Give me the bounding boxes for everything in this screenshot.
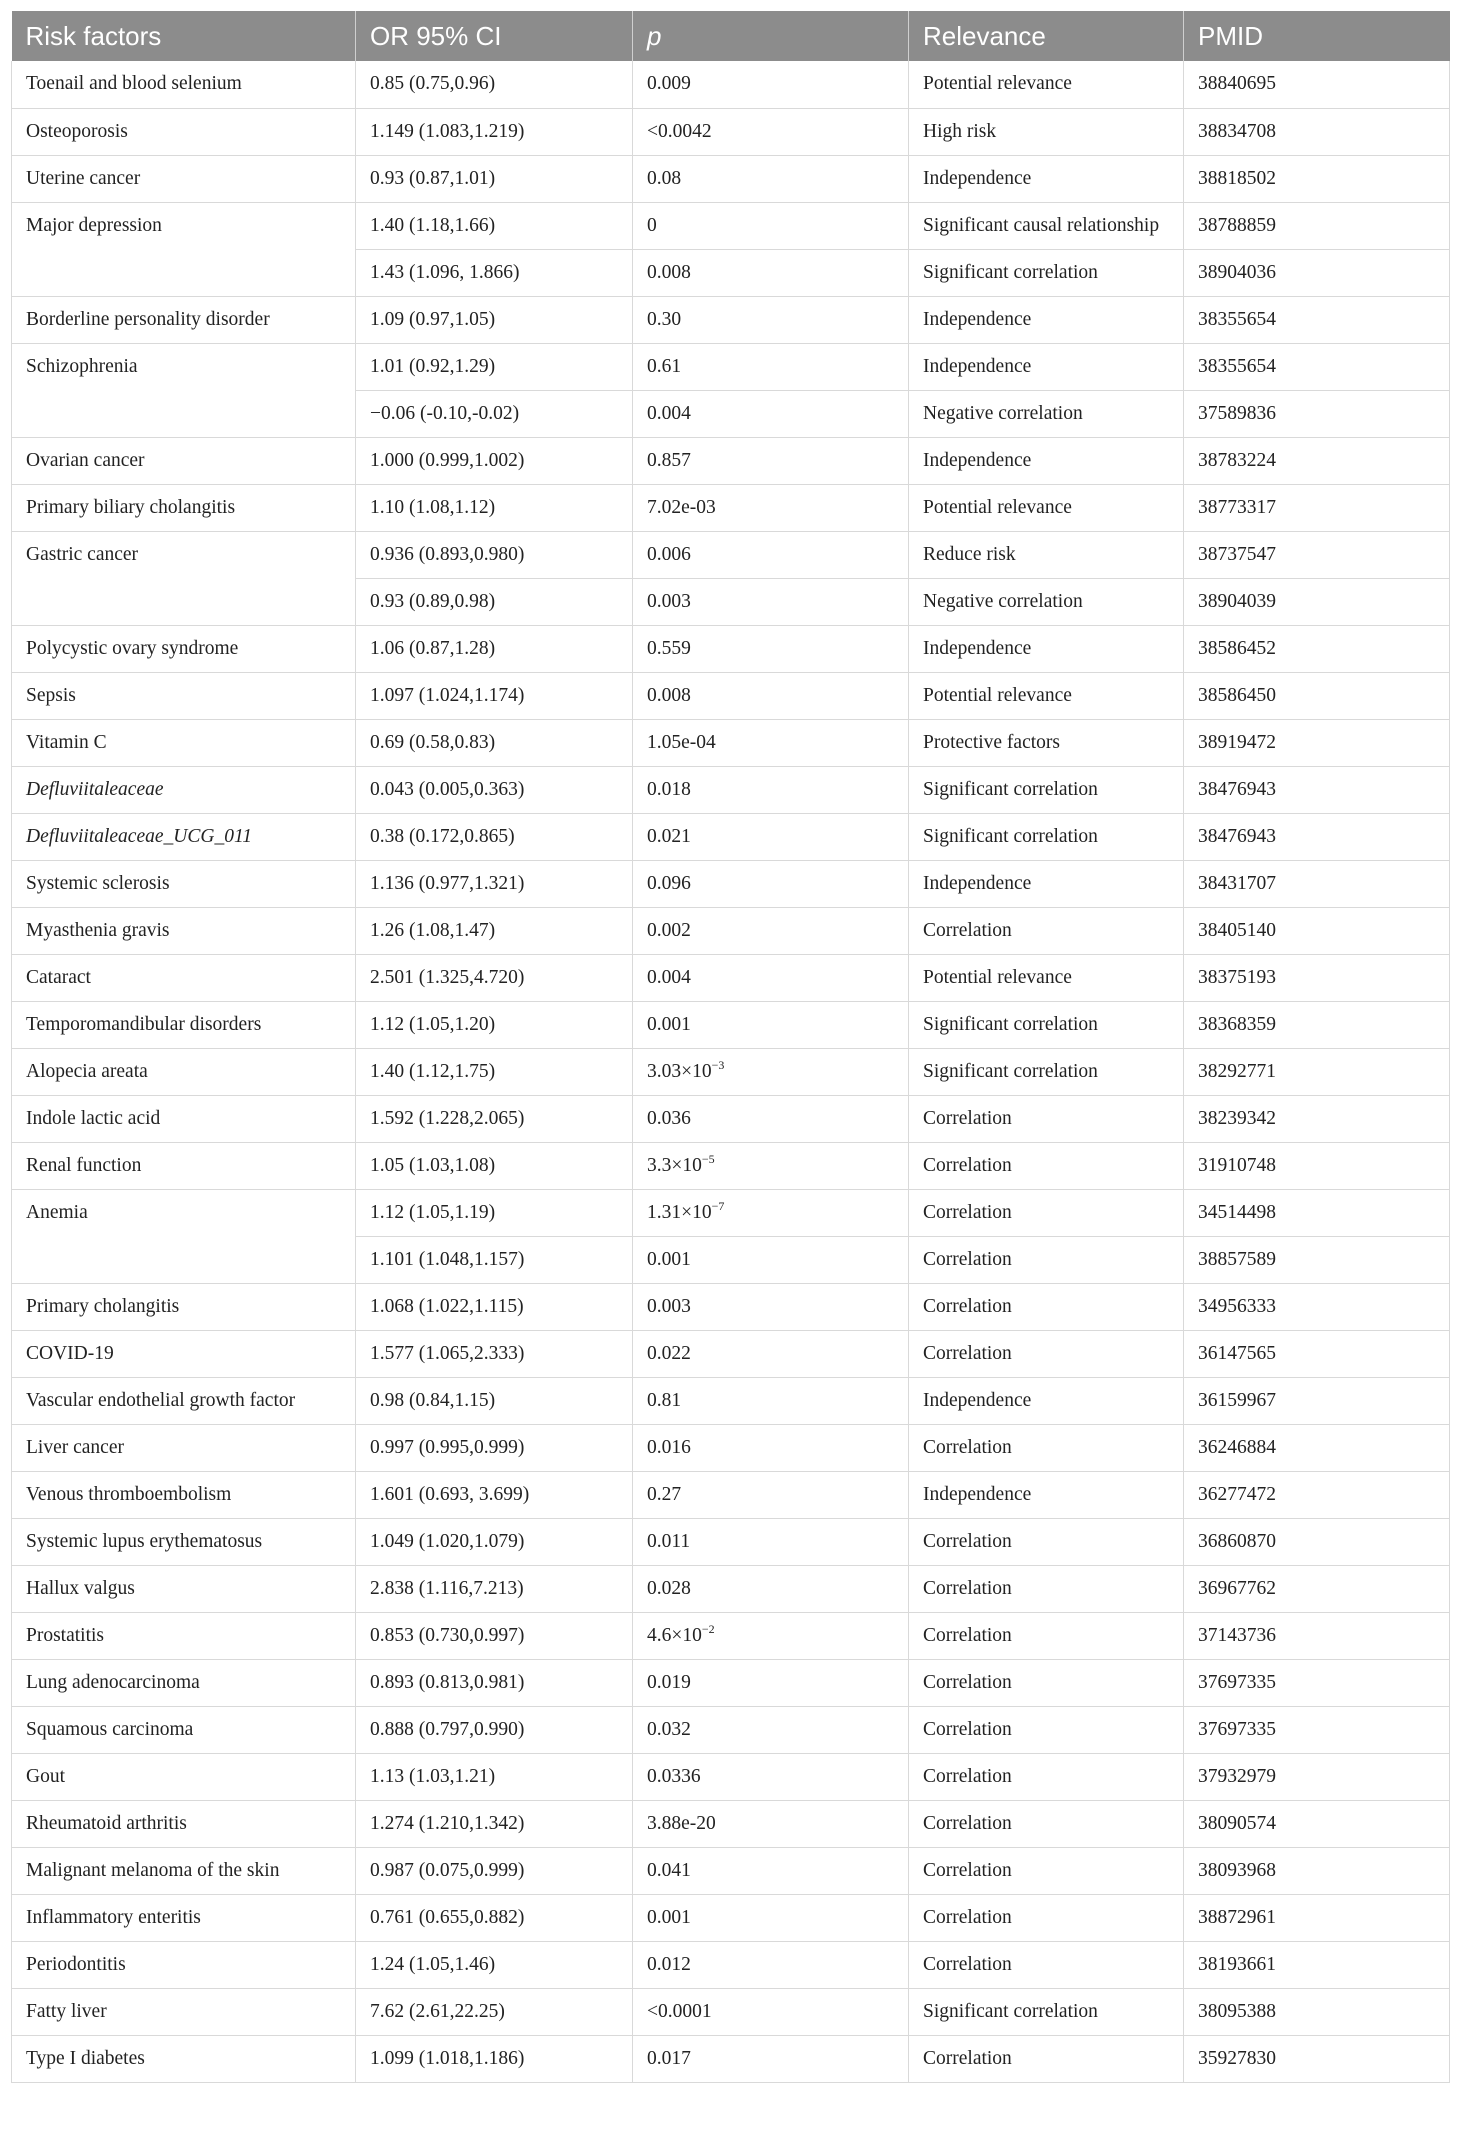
cell-pmid: 36246884: [1184, 1424, 1450, 1471]
cell-relevance: Potential relevance: [909, 672, 1184, 719]
cell-or-ci: 0.85 (0.75,0.96): [356, 61, 633, 108]
table-row: [12, 1095, 1450, 1142]
cell-or-ci: 1.13 (1.03,1.21): [356, 1753, 633, 1800]
table-row: [12, 155, 1450, 202]
table-row: [12, 766, 1450, 813]
cell-or-ci: 1.24 (1.05,1.46): [356, 1941, 633, 1988]
p-value-exponent: −2: [701, 1621, 715, 1636]
cell-or-ci: 0.997 (0.995,0.999): [356, 1424, 633, 1471]
cell-risk-factor: Lung adenocarcinoma: [12, 1659, 356, 1706]
cell-risk-factor: [12, 578, 356, 625]
cell-p-value: [633, 1189, 909, 1236]
cell-pmid: 38476943: [1184, 813, 1450, 860]
cell-or-ci: 0.69 (0.58,0.83): [356, 719, 633, 766]
cell-relevance: Significant correlation: [909, 766, 1184, 813]
cell-pmid: 38093968: [1184, 1847, 1450, 1894]
cell-relevance: Significant correlation: [909, 1048, 1184, 1095]
cell-relevance: Correlation: [909, 1612, 1184, 1659]
table-row: [12, 484, 1450, 531]
cell-p-value: 0.012: [633, 1941, 909, 1988]
cell-or-ci: 1.149 (1.083,1.219): [356, 108, 633, 155]
table-row: [12, 1706, 1450, 1753]
table-row: [12, 390, 1450, 437]
cell-relevance: Correlation: [909, 1800, 1184, 1847]
cell-or-ci: 1.000 (0.999,1.002): [356, 437, 633, 484]
cell-p-value: 0.81: [633, 1377, 909, 1424]
cell-relevance: Independence: [909, 1377, 1184, 1424]
cell-p-value: [633, 1142, 909, 1189]
cell-p-value: 0.001: [633, 1001, 909, 1048]
table-row: [12, 954, 1450, 1001]
p-value-exponent: −7: [711, 1198, 725, 1213]
cell-pmid: 38095388: [1184, 1988, 1450, 2035]
cell-pmid: 38431707: [1184, 860, 1450, 907]
cell-relevance: Correlation: [909, 1236, 1184, 1283]
table-body: [12, 61, 1450, 2082]
cell-risk-factor: Ovarian cancer: [12, 437, 356, 484]
cell-p-value: 0.022: [633, 1330, 909, 1377]
cell-or-ci: 1.40 (1.12,1.75): [356, 1048, 633, 1095]
cell-relevance: Potential relevance: [909, 954, 1184, 1001]
p-value-base: 3.3×10: [647, 1154, 702, 1176]
cell-relevance: Significant correlation: [909, 249, 1184, 296]
cell-or-ci: 0.38 (0.172,0.865): [356, 813, 633, 860]
cell-or-ci: 0.761 (0.655,0.882): [356, 1894, 633, 1941]
cell-risk-factor: Major depression: [12, 202, 356, 249]
cell-pmid: 38355654: [1184, 296, 1450, 343]
cell-pmid: 38476943: [1184, 766, 1450, 813]
header-risk-factors: Risk factors: [12, 11, 356, 61]
cell-or-ci: 1.274 (1.210,1.342): [356, 1800, 633, 1847]
risk-factors-table: [11, 11, 1450, 2083]
p-value-base: 3.03×10: [647, 1060, 712, 1082]
cell-pmid: 37697335: [1184, 1659, 1450, 1706]
cell-risk-factor: Borderline personality disorder: [12, 296, 356, 343]
p-value-base: 1.31×10: [647, 1201, 712, 1223]
cell-pmid: 38239342: [1184, 1095, 1450, 1142]
table-row: [12, 719, 1450, 766]
cell-p-value: 0.003: [633, 1283, 909, 1330]
cell-risk-factor: Osteoporosis: [12, 108, 356, 155]
table-row: [12, 1988, 1450, 2035]
cell-risk-factor: Periodontitis: [12, 1941, 356, 1988]
cell-risk-factor: [12, 390, 356, 437]
cell-or-ci: 1.40 (1.18,1.66): [356, 202, 633, 249]
cell-risk-factor: Uterine cancer: [12, 155, 356, 202]
p-value-base: 4.6×10: [647, 1624, 702, 1646]
cell-pmid: 34956333: [1184, 1283, 1450, 1330]
cell-relevance: Correlation: [909, 1142, 1184, 1189]
cell-or-ci: 1.136 (0.977,1.321): [356, 860, 633, 907]
cell-relevance: Correlation: [909, 1847, 1184, 1894]
cell-pmid: 38904039: [1184, 578, 1450, 625]
cell-risk-factor: Systemic lupus erythematosus: [12, 1518, 356, 1565]
table-row: [12, 1612, 1450, 1659]
cell-or-ci: 0.853 (0.730,0.997): [356, 1612, 633, 1659]
cell-risk-factor: COVID-19: [12, 1330, 356, 1377]
cell-pmid: 38857589: [1184, 1236, 1450, 1283]
cell-risk-factor: Temporomandibular disorders: [12, 1001, 356, 1048]
table-row: [12, 296, 1450, 343]
cell-risk-factor: Hallux valgus: [12, 1565, 356, 1612]
table-row: [12, 860, 1450, 907]
cell-risk-factor: Prostatitis: [12, 1612, 356, 1659]
table-row: [12, 907, 1450, 954]
cell-p-value: 0.004: [633, 390, 909, 437]
cell-p-value: 0.008: [633, 249, 909, 296]
table-row: [12, 1941, 1450, 1988]
cell-relevance: Significant correlation: [909, 813, 1184, 860]
cell-relevance: High risk: [909, 108, 1184, 155]
cell-p-value: 0.002: [633, 907, 909, 954]
table-row: [12, 1847, 1450, 1894]
cell-risk-factor: Cataract: [12, 954, 356, 1001]
cell-pmid: 36860870: [1184, 1518, 1450, 1565]
cell-or-ci: 1.01 (0.92,1.29): [356, 343, 633, 390]
cell-p-value: 0.857: [633, 437, 909, 484]
cell-pmid: 38737547: [1184, 531, 1450, 578]
cell-pmid: 37589836: [1184, 390, 1450, 437]
cell-risk-factor: Type I diabetes: [12, 2035, 356, 2082]
cell-risk-factor: Indole lactic acid: [12, 1095, 356, 1142]
cell-relevance: Correlation: [909, 1706, 1184, 1753]
cell-or-ci: 1.05 (1.03,1.08): [356, 1142, 633, 1189]
cell-risk-factor: Inflammatory enteritis: [12, 1894, 356, 1941]
cell-or-ci: 2.501 (1.325,4.720): [356, 954, 633, 1001]
cell-p-value: 0.017: [633, 2035, 909, 2082]
cell-risk-factor: Toenail and blood selenium: [12, 61, 356, 108]
table-row: [12, 1236, 1450, 1283]
cell-pmid: 37932979: [1184, 1753, 1450, 1800]
cell-relevance: Independence: [909, 343, 1184, 390]
cell-risk-factor: Myasthenia gravis: [12, 907, 356, 954]
cell-p-value: 0.008: [633, 672, 909, 719]
cell-p-value: 0.08: [633, 155, 909, 202]
cell-pmid: 38783224: [1184, 437, 1450, 484]
cell-p-value: [633, 1048, 909, 1095]
cell-risk-factor: Polycystic ovary syndrome: [12, 625, 356, 672]
table-row: [12, 1142, 1450, 1189]
cell-relevance: Significant correlation: [909, 1001, 1184, 1048]
table-row: [12, 672, 1450, 719]
table-row: [12, 531, 1450, 578]
table-row: [12, 1471, 1450, 1518]
cell-pmid: 36147565: [1184, 1330, 1450, 1377]
cell-relevance: Reduce risk: [909, 531, 1184, 578]
cell-relevance: Potential relevance: [909, 484, 1184, 531]
cell-or-ci: 2.838 (1.116,7.213): [356, 1565, 633, 1612]
cell-risk-factor: Gout: [12, 1753, 356, 1800]
cell-risk-factor: [12, 249, 356, 296]
p-value-exponent: −5: [701, 1151, 715, 1166]
cell-pmid: 38586450: [1184, 672, 1450, 719]
cell-relevance: Correlation: [909, 1330, 1184, 1377]
cell-risk-factor: Venous thromboembolism: [12, 1471, 356, 1518]
table-row: [12, 108, 1450, 155]
cell-relevance: Independence: [909, 860, 1184, 907]
cell-pmid: 38834708: [1184, 108, 1450, 155]
cell-relevance: Correlation: [909, 1189, 1184, 1236]
cell-p-value: 0.009: [633, 61, 909, 108]
cell-risk-factor: Primary cholangitis: [12, 1283, 356, 1330]
cell-p-value: 0.004: [633, 954, 909, 1001]
cell-or-ci: 0.98 (0.84,1.15): [356, 1377, 633, 1424]
cell-p-value: <0.0001: [633, 1988, 909, 2035]
cell-or-ci: 1.099 (1.018,1.186): [356, 2035, 633, 2082]
cell-risk-factor: Alopecia areata: [12, 1048, 356, 1095]
table-row: [12, 578, 1450, 625]
cell-or-ci: 1.09 (0.97,1.05): [356, 296, 633, 343]
header-relevance: Relevance: [909, 11, 1184, 61]
cell-p-value: 0.021: [633, 813, 909, 860]
cell-or-ci: 1.06 (0.87,1.28): [356, 625, 633, 672]
cell-relevance: Negative correlation: [909, 390, 1184, 437]
table-row: [12, 1001, 1450, 1048]
cell-relevance: Correlation: [909, 1565, 1184, 1612]
cell-pmid: 38368359: [1184, 1001, 1450, 1048]
table-row: [12, 61, 1450, 108]
cell-p-value: 0.30: [633, 296, 909, 343]
cell-p-value: 0.019: [633, 1659, 909, 1706]
table-row: [12, 1659, 1450, 1706]
p-value-exponent: −3: [711, 1057, 725, 1072]
cell-risk-factor: Renal function: [12, 1142, 356, 1189]
table-row: [12, 1424, 1450, 1471]
cell-relevance: Correlation: [909, 1518, 1184, 1565]
cell-p-value: 0.27: [633, 1471, 909, 1518]
cell-p-value: 0.041: [633, 1847, 909, 1894]
cell-risk-factor: Sepsis: [12, 672, 356, 719]
cell-relevance: Independence: [909, 1471, 1184, 1518]
cell-pmid: 38586452: [1184, 625, 1450, 672]
cell-p-value: 3.88e-20: [633, 1800, 909, 1847]
cell-pmid: 38788859: [1184, 202, 1450, 249]
cell-p-value: 0.011: [633, 1518, 909, 1565]
header-p: p: [633, 11, 909, 61]
cell-relevance: Independence: [909, 296, 1184, 343]
cell-p-value: 0.018: [633, 766, 909, 813]
cell-or-ci: 0.043 (0.005,0.363): [356, 766, 633, 813]
cell-or-ci: 0.987 (0.075,0.999): [356, 1847, 633, 1894]
table-row: [12, 1894, 1450, 1941]
cell-relevance: Significant causal relationship: [909, 202, 1184, 249]
table-row: [12, 1048, 1450, 1095]
table-row: [12, 1283, 1450, 1330]
cell-or-ci: 1.26 (1.08,1.47): [356, 907, 633, 954]
cell-pmid: 34514498: [1184, 1189, 1450, 1236]
cell-p-value: 0.559: [633, 625, 909, 672]
cell-risk-factor: Systemic sclerosis: [12, 860, 356, 907]
table-row: [12, 625, 1450, 672]
cell-relevance: Correlation: [909, 907, 1184, 954]
cell-or-ci: 0.93 (0.87,1.01): [356, 155, 633, 202]
cell-p-value: 0.032: [633, 1706, 909, 1753]
cell-or-ci: 1.592 (1.228,2.065): [356, 1095, 633, 1142]
cell-relevance: Independence: [909, 625, 1184, 672]
cell-relevance: Independence: [909, 155, 1184, 202]
cell-risk-factor: Primary biliary cholangitis: [12, 484, 356, 531]
cell-or-ci: 1.101 (1.048,1.157): [356, 1236, 633, 1283]
cell-p-value: <0.0042: [633, 108, 909, 155]
cell-p-value: 0.003: [633, 578, 909, 625]
cell-p-value: 0: [633, 202, 909, 249]
table-row: [12, 1518, 1450, 1565]
cell-risk-factor: Defluviitaleaceae: [12, 766, 356, 813]
table-row: [12, 343, 1450, 390]
cell-p-value: 7.02e-03: [633, 484, 909, 531]
cell-or-ci: 0.888 (0.797,0.990): [356, 1706, 633, 1753]
cell-or-ci: 1.097 (1.024,1.174): [356, 672, 633, 719]
table-row: [12, 437, 1450, 484]
cell-relevance: Correlation: [909, 1753, 1184, 1800]
table-row: [12, 1753, 1450, 1800]
header-pmid: PMID: [1184, 11, 1450, 61]
cell-relevance: Significant correlation: [909, 1988, 1184, 2035]
cell-p-value: 0.61: [633, 343, 909, 390]
cell-or-ci: −0.06 (-0.10,-0.02): [356, 390, 633, 437]
cell-relevance: Correlation: [909, 1283, 1184, 1330]
cell-pmid: 38193661: [1184, 1941, 1450, 1988]
cell-pmid: 38375193: [1184, 954, 1450, 1001]
cell-pmid: 38405140: [1184, 907, 1450, 954]
cell-risk-factor: Vascular endothelial growth factor: [12, 1377, 356, 1424]
cell-pmid: 38292771: [1184, 1048, 1450, 1095]
header-row: [12, 11, 1450, 61]
cell-or-ci: 1.43 (1.096, 1.866): [356, 249, 633, 296]
cell-pmid: 36159967: [1184, 1377, 1450, 1424]
cell-risk-factor: Rheumatoid arthritis: [12, 1800, 356, 1847]
table-row: [12, 1330, 1450, 1377]
cell-risk-factor: [12, 1236, 356, 1283]
cell-relevance: Correlation: [909, 1095, 1184, 1142]
cell-relevance: Correlation: [909, 1424, 1184, 1471]
cell-pmid: 35927830: [1184, 2035, 1450, 2082]
cell-pmid: 38090574: [1184, 1800, 1450, 1847]
cell-pmid: 38773317: [1184, 484, 1450, 531]
cell-p-value: 0.001: [633, 1894, 909, 1941]
cell-risk-factor: Schizophrenia: [12, 343, 356, 390]
cell-p-value: 0.028: [633, 1565, 909, 1612]
cell-pmid: 37143736: [1184, 1612, 1450, 1659]
cell-relevance: Correlation: [909, 2035, 1184, 2082]
cell-relevance: Correlation: [909, 1894, 1184, 1941]
cell-relevance: Independence: [909, 437, 1184, 484]
table-row: [12, 1189, 1450, 1236]
cell-p-value: [633, 1612, 909, 1659]
cell-relevance: Protective factors: [909, 719, 1184, 766]
cell-pmid: 37697335: [1184, 1706, 1450, 1753]
cell-or-ci: 1.12 (1.05,1.20): [356, 1001, 633, 1048]
cell-or-ci: 0.93 (0.89,0.98): [356, 578, 633, 625]
cell-pmid: 31910748: [1184, 1142, 1450, 1189]
cell-risk-factor: Liver cancer: [12, 1424, 356, 1471]
cell-risk-factor: Fatty liver: [12, 1988, 356, 2035]
cell-p-value: 0.016: [633, 1424, 909, 1471]
header-or-ci: OR 95% CI: [356, 11, 633, 61]
cell-or-ci: 1.068 (1.022,1.115): [356, 1283, 633, 1330]
table-row: [12, 813, 1450, 860]
cell-relevance: Correlation: [909, 1659, 1184, 1706]
cell-risk-factor: Anemia: [12, 1189, 356, 1236]
cell-pmid: 38355654: [1184, 343, 1450, 390]
cell-or-ci: 1.049 (1.020,1.079): [356, 1518, 633, 1565]
cell-or-ci: 7.62 (2.61,22.25): [356, 1988, 633, 2035]
cell-p-value: 0.096: [633, 860, 909, 907]
cell-pmid: 36967762: [1184, 1565, 1450, 1612]
cell-relevance: Potential relevance: [909, 61, 1184, 108]
table-row: [12, 1377, 1450, 1424]
table-row: [12, 202, 1450, 249]
cell-p-value: 0.036: [633, 1095, 909, 1142]
cell-or-ci: 0.893 (0.813,0.981): [356, 1659, 633, 1706]
cell-pmid: 38818502: [1184, 155, 1450, 202]
cell-or-ci: 1.577 (1.065,2.333): [356, 1330, 633, 1377]
cell-risk-factor: Defluviitaleaceae_UCG_011: [12, 813, 356, 860]
cell-or-ci: 1.10 (1.08,1.12): [356, 484, 633, 531]
cell-relevance: Negative correlation: [909, 578, 1184, 625]
cell-p-value: 1.05e-04: [633, 719, 909, 766]
cell-risk-factor: Vitamin C: [12, 719, 356, 766]
cell-pmid: 36277472: [1184, 1471, 1450, 1518]
cell-pmid: 38872961: [1184, 1894, 1450, 1941]
cell-risk-factor: Malignant melanoma of the skin: [12, 1847, 356, 1894]
cell-risk-factor: Gastric cancer: [12, 531, 356, 578]
cell-or-ci: 1.12 (1.05,1.19): [356, 1189, 633, 1236]
cell-p-value: 0.001: [633, 1236, 909, 1283]
cell-pmid: 38840695: [1184, 61, 1450, 108]
cell-relevance: Correlation: [909, 1941, 1184, 1988]
cell-pmid: 38919472: [1184, 719, 1450, 766]
table-row: [12, 1565, 1450, 1612]
cell-p-value: 0.0336: [633, 1753, 909, 1800]
cell-risk-factor: Squamous carcinoma: [12, 1706, 356, 1753]
cell-p-value: 0.006: [633, 531, 909, 578]
table-row: [12, 249, 1450, 296]
cell-or-ci: 1.601 (0.693, 3.699): [356, 1471, 633, 1518]
cell-or-ci: 0.936 (0.893,0.980): [356, 531, 633, 578]
table-row: [12, 1800, 1450, 1847]
cell-pmid: 38904036: [1184, 249, 1450, 296]
table-row: [12, 2035, 1450, 2082]
